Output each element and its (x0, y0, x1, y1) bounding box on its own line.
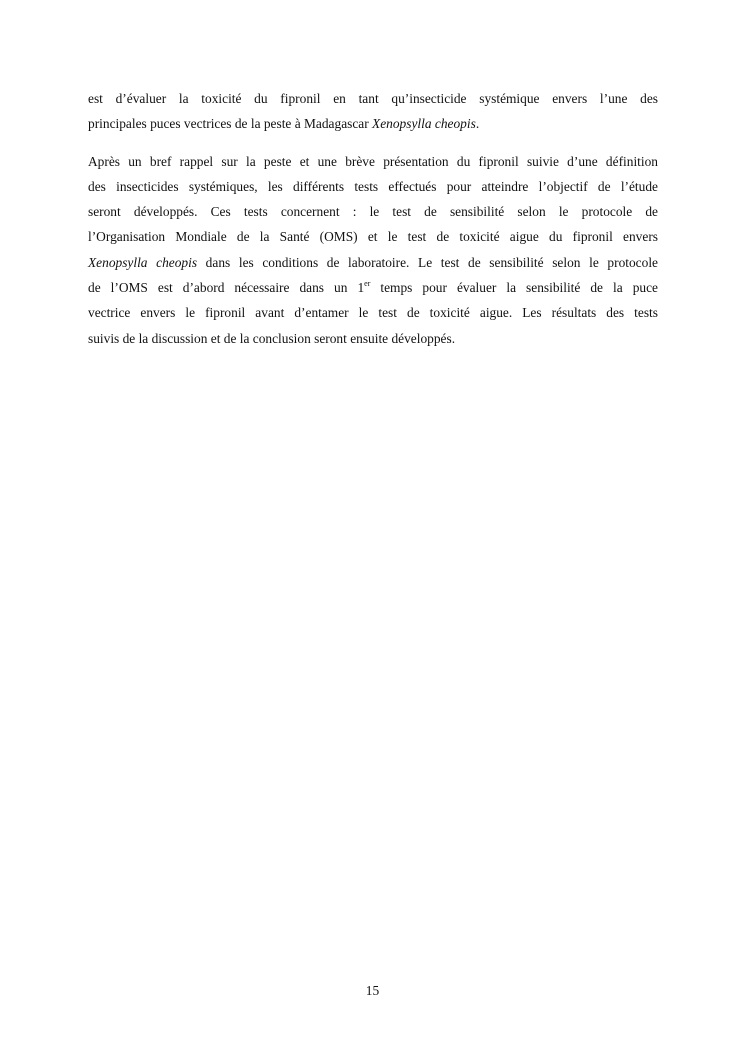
text-run: temps pour évaluer la sensibilité de la puce (370, 280, 658, 296)
text-run: seront développés. Ces tests concernent : le test de sensibilité selon le protocole de (88, 204, 658, 220)
species-name: Xenopsylla cheopis (88, 254, 198, 270)
text-line (88, 275, 658, 300)
text-line (88, 300, 658, 325)
text-line (88, 174, 658, 199)
text-line (88, 111, 658, 136)
text-line (88, 224, 658, 249)
ordinal-superscript: er (364, 279, 371, 289)
paragraph (88, 86, 658, 137)
text-run: . (475, 116, 480, 132)
page-number: 15 (365, 983, 380, 998)
text-run: de l’OMS est d’abord nécessaire dans un 1 (88, 280, 365, 296)
body-text (88, 86, 658, 363)
paragraph (88, 149, 658, 351)
text-run: l’Organisation Mondiale de la Santé (OMS) et le test de toxicité aigue du fipronil envers (88, 229, 658, 245)
text-line (88, 199, 658, 224)
text-run: est d’évaluer la toxicité du fipronil en tant qu’insecticide systémique envers l’une des (88, 91, 658, 106)
species-name: Xenopsylla cheopis (372, 116, 476, 132)
text-line (88, 149, 658, 174)
text-run: principales puces vectrices de la peste à Madagascar (88, 116, 373, 132)
text-line (88, 326, 658, 351)
text-line (88, 86, 658, 111)
text-run: vectrice envers le fipronil avant d’entamer le test de toxicité aigue. Les résultats des tests (88, 305, 658, 321)
text-run: Après un bref rappel sur la peste et une brève présentation du fipronil suivie d’une définition (88, 153, 658, 169)
text-run: des insecticides systémiques, les différents tests effectués pour atteindre l’objectif de l’étude (88, 178, 658, 194)
text-line (88, 250, 658, 275)
text-run: suivis de la discussion et de la conclusion seront ensuite développés. (88, 330, 456, 346)
text-run: dans les conditions de laboratoire. Le test de sensibilité selon le protocole (197, 254, 658, 270)
